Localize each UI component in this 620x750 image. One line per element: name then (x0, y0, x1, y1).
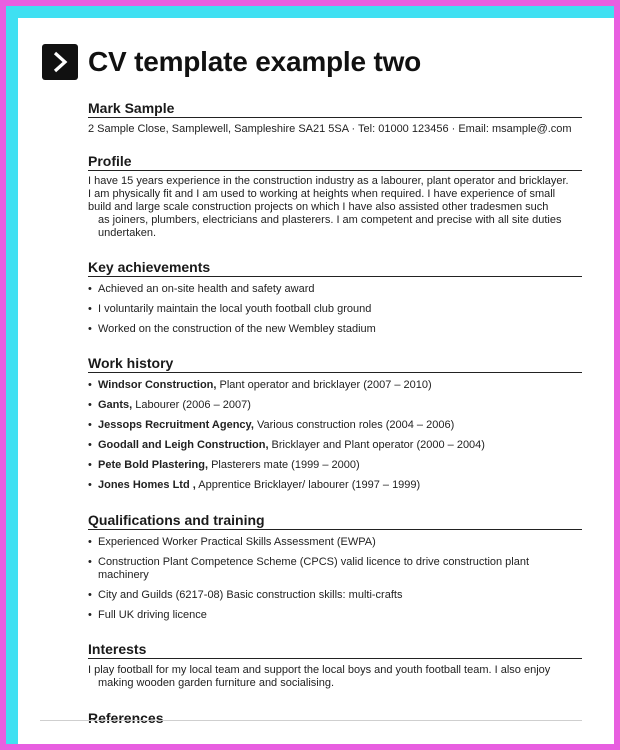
qualifications-list (88, 536, 582, 622)
profile-line: undertaken. (98, 227, 157, 239)
chevron-right-icon (42, 44, 78, 80)
cv-content (88, 100, 582, 727)
contact-details: 2 Sample Close, Samplewell, Sampleshire SA21 5SA · Tel: 01000 123456 · Email: msample@.com (88, 123, 572, 135)
list-item: • Windsor Construction, Plant operator and bricklayer (2007 – 2010) (88, 379, 432, 391)
list-item: • Jessops Recruitment Agency, Various construction roles (2004 – 2006) (88, 419, 455, 431)
list-item: • I voluntarily maintain the local youth football club ground (88, 303, 372, 315)
work-list (88, 379, 582, 492)
footer-divider (40, 720, 582, 721)
list-item: • Achieved an on-site health and safety award (88, 283, 315, 295)
list-item: • Pete Bold Plastering, Plasterers mate (1999 – 2000) (88, 459, 360, 471)
title-row (42, 44, 421, 80)
contact-name: Mark Sample (88, 100, 582, 118)
profile-heading: Profile (88, 153, 582, 171)
list-item: • Gants, Labourer (2006 – 2007) (88, 399, 251, 411)
list-item: • Full UK driving licence (88, 609, 207, 621)
list-item: • Worked on the construction of the new Wembley stadium (88, 323, 376, 335)
list-item: • Jones Homes Ltd , Apprentice Bricklayer/ labourer (1997 – 1999) (88, 479, 421, 491)
interests-line: making wooden garden furniture and socialising. (98, 677, 335, 689)
references-heading: References (88, 710, 164, 726)
interests-text (88, 664, 582, 690)
page-title: CV template example two (88, 46, 422, 77)
cv-page (18, 18, 614, 744)
achievements-list (88, 283, 582, 336)
list-item: • Experienced Worker Practical Skills Assessment (EWPA) (88, 536, 376, 548)
achievements-heading: Key achievements (88, 259, 582, 277)
list-item: • Goodall and Leigh Construction, Bricklayer and Plant operator (2000 – 2004) (88, 439, 485, 451)
profile-line: as joiners, plumbers, electricians and plasterers. I am competent and precise with all site duties (98, 214, 562, 226)
interests-line: I play football for my local team and support the local boys and youth football team. I also enjoy (88, 664, 551, 676)
page-border (6, 6, 614, 744)
profile-text (88, 175, 582, 240)
interests-heading: Interests (88, 641, 582, 659)
profile-line: build and large scale construction projects on which I have also assisted other tradesmen such (88, 201, 549, 213)
profile-line: I have 15 years experience in the construction industry as a labourer, plant operator and bricklayer. (88, 175, 569, 187)
qualifications-heading: Qualifications and training (88, 512, 582, 530)
work-heading: Work history (88, 355, 582, 373)
list-item: • Construction Plant Competence Scheme (CPCS) valid licence to drive construction plant machinery (88, 556, 530, 581)
list-item: • City and Guilds (6217-08) Basic construction skills: multi-crafts (88, 589, 403, 601)
profile-line: I am physically fit and I am used to working at heights when required. I have experience of small (88, 188, 556, 200)
